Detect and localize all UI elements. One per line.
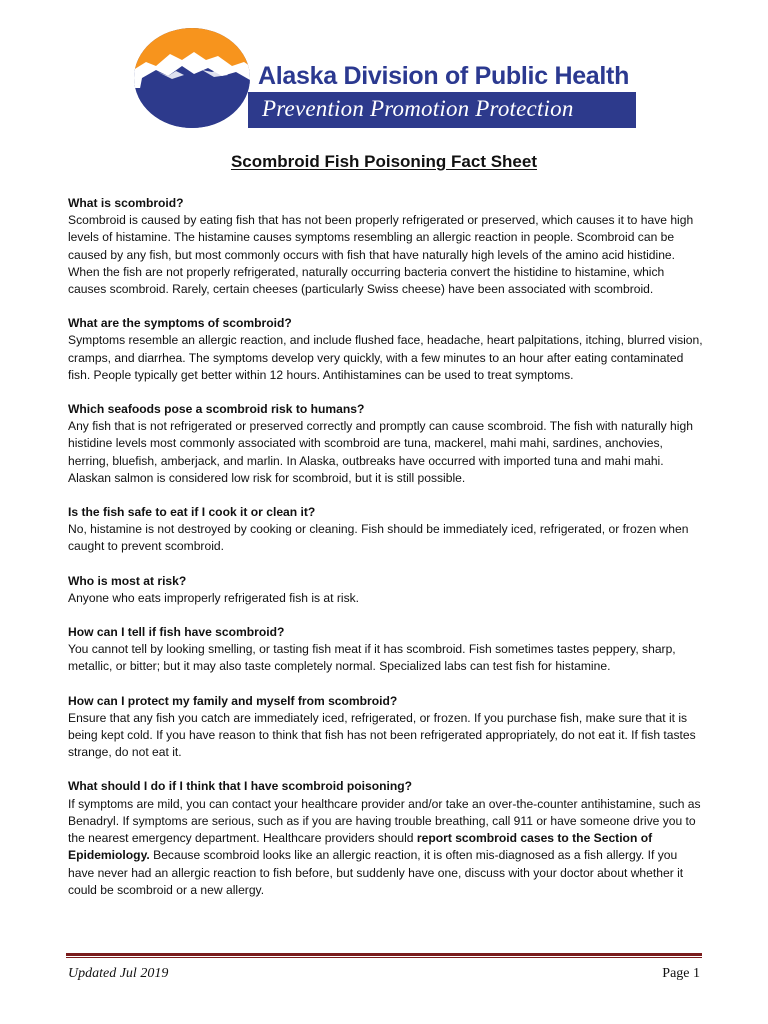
section-question: Is the fish safe to eat if I cook it or clean it?: [68, 505, 316, 520]
section-seafood-risk: [68, 401, 704, 487]
header-logo: [132, 26, 636, 130]
section-answer: Scombroid is caused by eating fish that has not been properly refrigerated or preserved, which causes it to have high levels of histamine. The histamine causes symptoms resembling an allergic reaction in people. Scombroid can be caused by any fish, but most commonly occurs with fish that have naturally high levels of the amino acid histidine. When the fish are not properly refrigerated, naturally occurring bacteria convert the histidine to histamine, which causes scombroid. Rarely, certain cheeses (particularly Swiss cheese) have been associated with scombroid.: [68, 213, 694, 297]
section-question: What should I do if I think that I have scombroid poisoning?: [68, 779, 412, 794]
section-question: What is scombroid?: [68, 196, 184, 210]
answer-text: Because scombroid looks like an allergic reaction, it is often mis-diagnosed as a fish allergy. If you have never had an allergic reaction to fish before, but suddenly have one, discuss with your doctor about whether it could be scombroid or a new allergy.: [68, 848, 684, 897]
section-question: What are the symptoms of scombroid?: [68, 316, 292, 331]
section-protect-family: [68, 693, 704, 762]
footer-rule-thin: [66, 957, 702, 958]
section-answer: Ensure that any fish you catch are immediately iced, refrigerated, or frozen. If you purchase fish, make sure that it is being kept cold. If you have reason to think that fish has not been refrigerated appropriately, do not eat it. If fish tastes strange, do not eat it.: [68, 710, 696, 760]
section-answer: You cannot tell by looking smelling, or tasting fish meat if it has scombroid. Fish sometimes tastes peppery, sharp, metallic, or bitter; but it may also taste completely normal. Specialized labs can test fish for histamine.: [68, 642, 676, 674]
section-question: Which seafoods pose a scombroid risk to humans?: [68, 402, 365, 417]
section-what-is-scombroid: [68, 195, 704, 298]
section-answer: [68, 796, 704, 899]
section-most-at-risk: [68, 573, 704, 607]
page-title: Scombroid Fish Poisoning Fact Sheet: [230, 152, 538, 171]
section-question: How can I tell if fish have scombroid?: [68, 625, 285, 640]
answer-emphasis: report scombroid cases to the Section of Epidemiology.: [68, 831, 653, 863]
tagline: Prevention Promotion Protection: [262, 96, 574, 121]
section-answer: Symptoms resemble an allergic reaction, and include flushed face, headache, heart palpitations, itching, blurred vision, cramps, and diarrhea. The symptoms develop very quickly, with a few minutes to an hour after eating contaminated fish. People typically get better within 12 hours. Antihistamines can be used to treat symptoms.: [68, 333, 703, 382]
updated-date: Updated Jul 2019: [68, 966, 169, 981]
answer-text: If symptoms are mild, you can contact your healthcare provider and/or take an over-the-counter antihistamine, such as Benadryl. If symptoms are serious, such as if you are having trouble breathing, call 911 or have someone drive you to the nearest emergency department. Healthcare providers should: [68, 796, 701, 846]
section-symptoms: [68, 315, 704, 384]
section-answer: Any fish that is not refrigerated or preserved correctly and promptly can cause scombroid. The fish with naturally high histidine levels most commonly associated with scombroid are tuna, mackerel, mahi mahi, sardines, anchovies, herring, bluefish, amberjack, and marlin. In Alaska, outbreaks have occurred with imported tuna and mahi mahi. Alaskan salmon is considered low risk for scombroid, but it is still possible.: [68, 419, 693, 485]
section-question: Who is most at risk?: [68, 573, 187, 588]
fact-sheet-body: [68, 195, 704, 916]
section-question: How can I protect my family and myself from scombroid?: [68, 693, 398, 708]
section-answer: No, histamine is not destroyed by cooking or cleaning. Fish should be immediately iced, refrigerated, or frozen when caught to prevent scombroid.: [68, 522, 689, 554]
footer-rule: [66, 953, 702, 956]
section-tell-if-scombroid: [68, 624, 704, 676]
section-what-to-do: [68, 778, 704, 898]
section-answer: Anyone who eats improperly refrigerated fish is at risk.: [68, 590, 360, 605]
org-name: Alaska Division of Public Health: [258, 62, 630, 90]
page-number: Page 1: [662, 966, 700, 981]
section-cook-or-clean: [68, 504, 704, 556]
